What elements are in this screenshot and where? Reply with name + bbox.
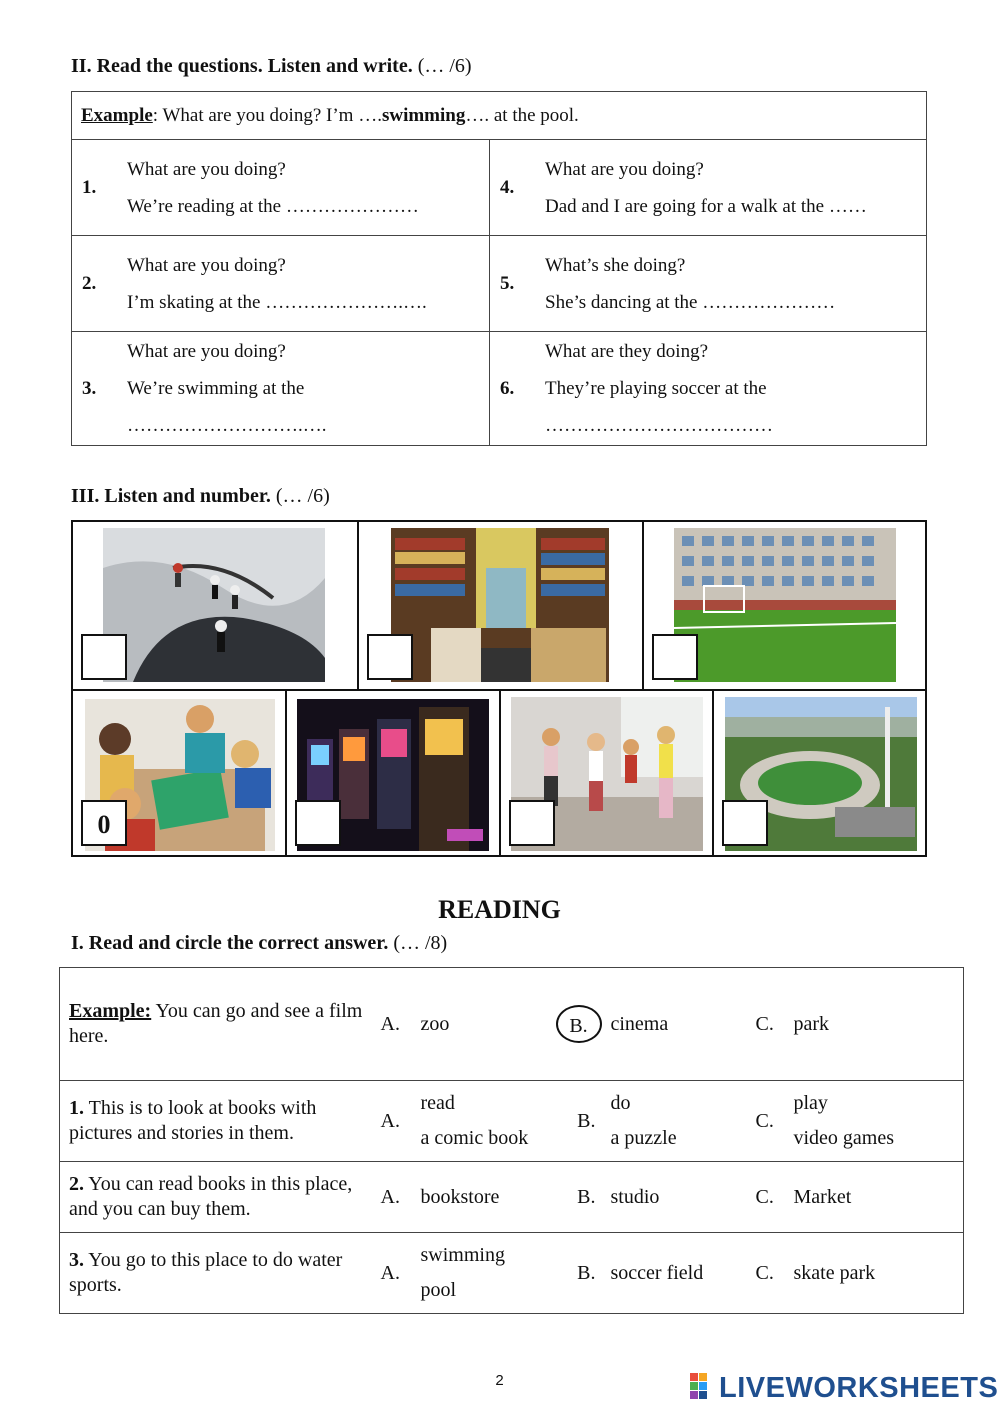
example-label: Example bbox=[81, 104, 153, 126]
question-cell-6 bbox=[490, 332, 927, 446]
answer-box[interactable] bbox=[652, 634, 698, 680]
section-iii-title: III. Listen and number. bbox=[71, 485, 271, 507]
bookstore-photo bbox=[391, 528, 609, 682]
answer-line[interactable]: ……………………….…. bbox=[127, 415, 327, 436]
reading-heading: READING bbox=[438, 895, 561, 924]
question-text: What are you doing? bbox=[127, 158, 286, 180]
picture-cell-dance-studio bbox=[501, 691, 714, 855]
answer-box[interactable] bbox=[81, 634, 127, 680]
reading-table bbox=[59, 967, 964, 1314]
question-number: 3. bbox=[69, 1249, 84, 1271]
answer-line[interactable]: She’s dancing at the ………………… bbox=[545, 291, 836, 313]
option-letter[interactable]: A. bbox=[380, 1162, 420, 1233]
option-line: pool bbox=[420, 1279, 457, 1301]
option-text[interactable]: cinema bbox=[610, 968, 755, 1081]
section-ii-score: (… /6) bbox=[417, 55, 472, 77]
option-text[interactable] bbox=[420, 1233, 555, 1314]
answer-box[interactable] bbox=[722, 800, 768, 846]
question-text: What are you doing? bbox=[127, 254, 286, 276]
skate-park-photo bbox=[103, 528, 325, 682]
option-text[interactable]: park bbox=[793, 968, 964, 1081]
option-text[interactable] bbox=[610, 1081, 755, 1162]
picture-cell-board-game bbox=[73, 691, 287, 855]
option-letter-circled[interactable]: B. bbox=[556, 1005, 602, 1043]
section-ii-title: II. Read the questions. Listen and write. bbox=[71, 55, 413, 77]
example-post: …. at the pool. bbox=[465, 104, 579, 126]
picture-cell-soccer-field bbox=[644, 522, 925, 691]
option-line: do bbox=[610, 1092, 631, 1114]
answer-box[interactable] bbox=[509, 800, 555, 846]
option-letter[interactable]: B. bbox=[555, 1081, 610, 1162]
section-iii-heading bbox=[71, 485, 330, 508]
question-cell-4 bbox=[490, 140, 927, 236]
question-number: 2. bbox=[69, 1173, 84, 1195]
brand-text: LIVEWORKSHEETS bbox=[719, 1372, 999, 1404]
option-line: play bbox=[793, 1092, 828, 1114]
question-text: You can read books in this place, and you can buy them. bbox=[69, 1173, 353, 1220]
option-letter[interactable]: C. bbox=[755, 968, 793, 1081]
option-line: read bbox=[420, 1092, 455, 1114]
liveworksheets-logo bbox=[690, 1372, 998, 1405]
answer-line[interactable]: Dad and I are going for a walk at the …… bbox=[545, 195, 867, 217]
option-line: video games bbox=[793, 1127, 895, 1149]
option-letter[interactable]: C. bbox=[755, 1081, 793, 1162]
question-text: What are you doing? bbox=[127, 341, 286, 362]
picture-cell-stadium bbox=[714, 691, 925, 855]
option-letter[interactable]: A. bbox=[380, 1081, 420, 1162]
option-text[interactable]: Market bbox=[793, 1162, 964, 1233]
reading-part1-score: (… /8) bbox=[393, 932, 448, 954]
question-number: 1. bbox=[82, 176, 97, 198]
reading-part1-heading bbox=[71, 932, 447, 955]
question-cell-1 bbox=[72, 140, 490, 236]
option-text[interactable]: soccer field bbox=[610, 1233, 755, 1314]
picture-cell-bookstore bbox=[359, 522, 644, 691]
answer-box[interactable]: 0 bbox=[81, 800, 127, 846]
picture-cell-skate-park bbox=[73, 522, 359, 691]
liveworksheets-icon bbox=[690, 1373, 716, 1399]
question-text: You go to this place to do water sports. bbox=[69, 1249, 343, 1296]
section-iii-score: (… /6) bbox=[275, 485, 330, 507]
section-ii-heading bbox=[71, 55, 472, 78]
answer-line[interactable]: I’m skating at the ………………….…. bbox=[127, 291, 427, 313]
example-answer: swimming bbox=[381, 104, 466, 126]
option-text[interactable]: studio bbox=[610, 1162, 755, 1233]
question-cell-2 bbox=[72, 236, 490, 332]
option-letter[interactable]: C. bbox=[755, 1162, 793, 1233]
picture-cell-arcade bbox=[287, 691, 501, 855]
option-letter[interactable]: C. bbox=[755, 1233, 793, 1314]
reading-example-row bbox=[60, 968, 964, 1081]
question-text: What’s she doing? bbox=[545, 254, 686, 276]
picture-grid bbox=[71, 520, 927, 857]
answer-text: We’re swimming at the bbox=[127, 378, 305, 399]
example-pre: What are you doing? I’m …. bbox=[162, 104, 382, 126]
option-letter[interactable]: B. bbox=[555, 1162, 610, 1233]
answer-line[interactable]: We’re reading at the ………………… bbox=[127, 195, 419, 217]
reading-question-row bbox=[60, 1233, 964, 1314]
option-line: a puzzle bbox=[610, 1127, 677, 1149]
example-label: Example: bbox=[69, 1000, 152, 1022]
question-cell bbox=[60, 1162, 380, 1233]
section-ii-table bbox=[71, 91, 927, 446]
option-text[interactable] bbox=[420, 1081, 555, 1162]
answer-line[interactable]: ……………………………… bbox=[545, 415, 773, 436]
option-letter[interactable]: A. bbox=[380, 1233, 420, 1314]
question-number: 1. bbox=[69, 1097, 84, 1119]
question-text: What are they doing? bbox=[545, 341, 709, 362]
page-number: 2 bbox=[495, 1372, 504, 1389]
question-number: 3. bbox=[82, 377, 97, 399]
question-number: 4. bbox=[500, 176, 515, 198]
answer-text: They’re playing soccer at the bbox=[545, 378, 767, 399]
question-number: 2. bbox=[82, 272, 97, 294]
question-cell bbox=[60, 1233, 380, 1314]
soccer-field-photo bbox=[674, 528, 896, 682]
option-text[interactable]: bookstore bbox=[420, 1162, 555, 1233]
option-text[interactable] bbox=[793, 1081, 964, 1162]
option-line: swimming bbox=[420, 1244, 505, 1266]
reading-part1-title: I. Read and circle the correct answer. bbox=[71, 932, 389, 954]
question-number: 6. bbox=[500, 377, 515, 399]
option-text[interactable]: skate park bbox=[793, 1233, 964, 1314]
question-cell bbox=[60, 1081, 380, 1162]
option-line: a comic book bbox=[420, 1127, 529, 1149]
answer-box[interactable] bbox=[295, 800, 341, 846]
reading-question-row bbox=[60, 1081, 964, 1162]
question-text: This is to look at books with pictures and stories in them. bbox=[69, 1097, 317, 1144]
example-row: Example: What are you doing? I’m ….swimming…. at the pool. bbox=[72, 92, 927, 140]
example-text: You can go and see a film here. bbox=[69, 1000, 363, 1047]
option-text[interactable]: zoo bbox=[420, 968, 555, 1081]
option-letter[interactable]: B. bbox=[555, 1233, 610, 1314]
example-question bbox=[60, 968, 380, 1081]
question-cell-3 bbox=[72, 332, 490, 446]
answer-box[interactable] bbox=[367, 634, 413, 680]
question-cell-5 bbox=[490, 236, 927, 332]
question-text: What are you doing? bbox=[545, 158, 704, 180]
reading-question-row bbox=[60, 1162, 964, 1233]
question-number: 5. bbox=[500, 272, 515, 294]
option-letter[interactable]: A. bbox=[380, 968, 420, 1081]
